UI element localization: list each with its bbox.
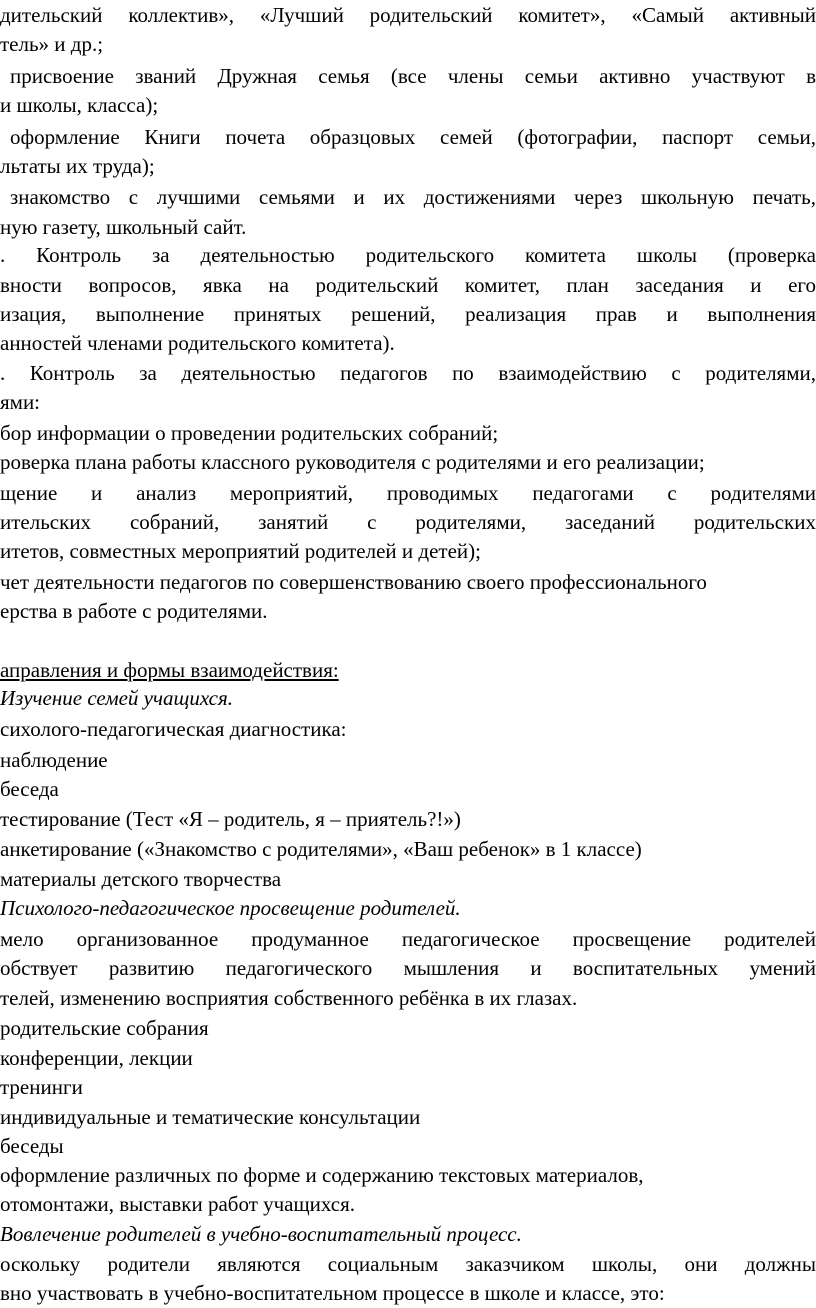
text-line: обствует развитию педагогического мышления и воспитательных умений <box>0 956 816 980</box>
text-line: анностей членами родительского комитета). <box>0 331 395 355</box>
text-line: ительских собраний, занятий с родителями, заседаний родительских <box>0 510 816 534</box>
list-item: беседа <box>0 777 59 801</box>
subsection-heading: Изучение семей учащихся. <box>0 686 233 710</box>
section-heading: аправления и формы взаимодействия: <box>0 658 339 682</box>
text-line: телей, изменению восприятия собственного ребёнка в их глазах. <box>0 986 578 1010</box>
list-item: материалы детского творчества <box>0 867 282 891</box>
text-line: сихолого-педагогическая диагностика: <box>0 717 347 741</box>
text-line: щение и анализ мероприятий, проводимых педагогами с родителями <box>0 481 816 505</box>
list-item: индивидуальные и тематические консультации <box>0 1105 421 1129</box>
text-line: тель» и др.; <box>0 32 104 56</box>
text-line: ями: <box>0 390 41 414</box>
text-line: . Контроль за деятельностью родительского комитета школы (проверка <box>0 243 816 267</box>
subsection-heading: Вовлечение родителей в учебно-воспитательный процесс. <box>0 1222 522 1246</box>
list-item: конференции, лекции <box>0 1046 193 1070</box>
text-line: роверка плана работы классного руководителя с родителями и его реализации; <box>0 450 705 474</box>
text-line: мело организованное продуманное педагогическое просвещение родителей <box>0 927 816 951</box>
list-item: тестирование (Тест «Я – родитель, я – приятель?!») <box>0 807 461 831</box>
text-line: присвоение званий Дружная семья (все члены семьи активно участвуют в <box>10 64 816 88</box>
text-line: бор информации о проведении родительских собраний; <box>0 421 499 445</box>
list-item: беседы <box>0 1134 64 1158</box>
text-line: льтаты их труда); <box>0 154 155 178</box>
list-item: наблюдение <box>0 748 108 772</box>
text-line: вности вопросов, явка на родительский комитет, план заседания и его <box>0 273 816 297</box>
text-line: знакомство с лучшими семьями и их достижениями через школьную печать, <box>10 185 816 209</box>
list-item: отомонтажи, выставки работ учащихся. <box>0 1192 356 1216</box>
text-line: оформление Книги почета образцовых семей (фотографии, паспорт семьи, <box>10 125 816 149</box>
subsection-heading: Психолого-педагогическое просвещение родителей. <box>0 896 461 920</box>
text-line: оскольку родители являются социальным заказчиком школы, они должны <box>0 1252 816 1276</box>
list-item: тренинги <box>0 1075 83 1099</box>
text-line: . Контроль за деятельностью педагогов по взаимодействию с родителями, <box>0 361 816 385</box>
text-line: изация, выполнение принятых решений, реализация прав и выполнения <box>0 302 816 326</box>
text-line: ную газету, школьный сайт. <box>0 215 247 239</box>
text-line: ерства в работе с родителями. <box>0 599 268 623</box>
list-item: анкетирование («Знакомство с родителями», «Ваш ребенок» в 1 классе) <box>0 837 642 861</box>
list-item: оформление различных по форме и содержанию текстовых материалов, <box>0 1163 644 1187</box>
text-line: дительский коллектив», «Лучший родительский комитет», «Самый активный <box>0 3 816 27</box>
text-line: итетов, совместных мероприятий родителей и детей); <box>0 539 481 563</box>
text-line: вно участвовать в учебно-воспитательном процессе в школе и классе, это: <box>0 1281 665 1305</box>
text-line: чет деятельности педагогов по совершенствованию своего профессионального <box>0 570 707 594</box>
text-line: и школы, класса); <box>0 93 159 117</box>
list-item: родительские собрания <box>0 1016 209 1040</box>
